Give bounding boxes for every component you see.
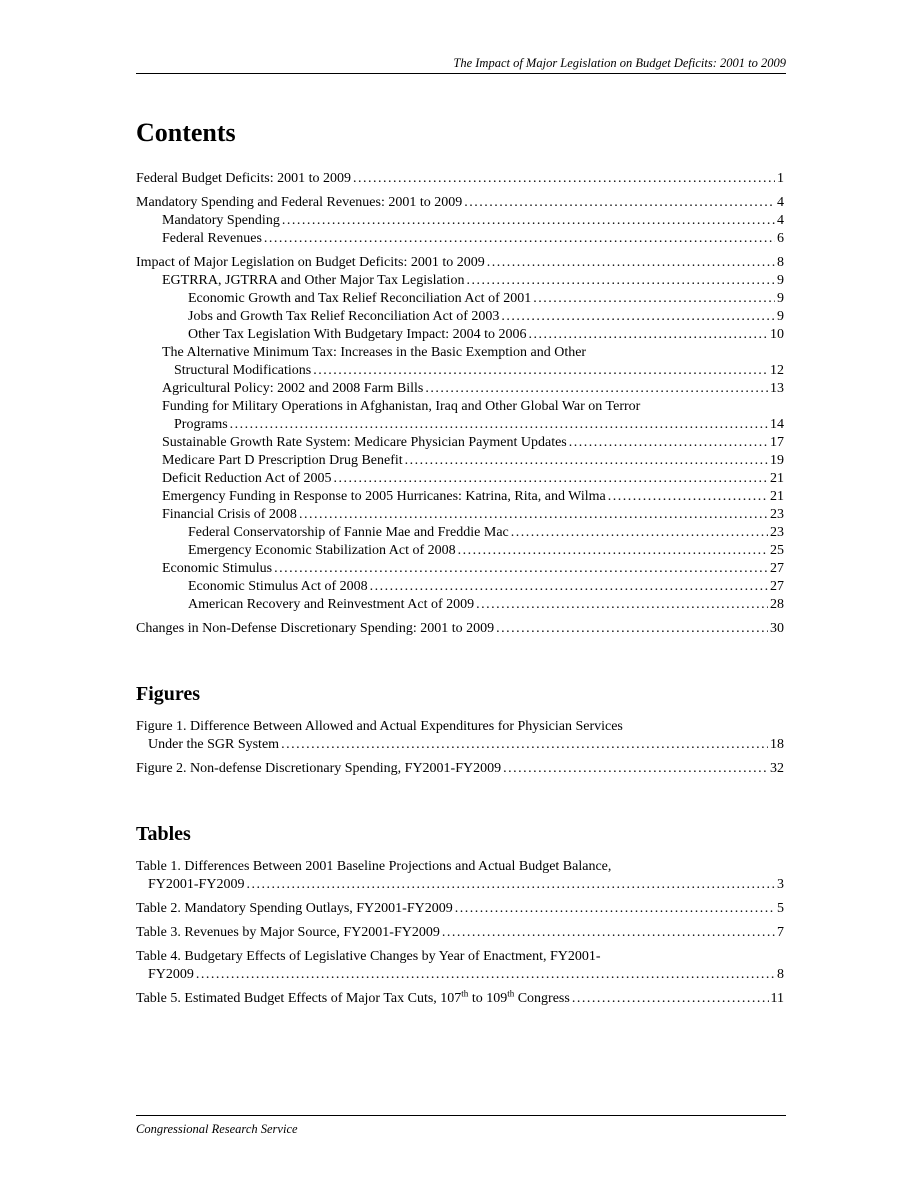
toc-entry[interactable] — [136, 344, 784, 380]
toc-entry[interactable] — [136, 452, 784, 470]
toc-page-number: 19 — [770, 453, 784, 468]
toc-page-number: 17 — [770, 435, 784, 450]
dot-leader — [282, 212, 775, 230]
dot-leader — [533, 290, 775, 308]
table-entry-title — [136, 990, 570, 1008]
running-header: The Impact of Major Legislation on Budget Deficits: 2001 to 2009 — [453, 56, 786, 70]
toc-entry[interactable] — [136, 524, 784, 542]
toc-entry-title: Other Tax Legislation With Budgetary Impact: 2004 to 2006 — [188, 327, 527, 342]
contents-heading: Contents — [136, 118, 236, 147]
toc-page-number: 12 — [770, 363, 784, 378]
toc-page-number: 23 — [770, 525, 784, 540]
dot-leader — [274, 560, 768, 578]
toc-entry-title: Changes in Non-Defense Discretionary Spending: 2001 to 2009 — [136, 621, 495, 636]
dot-leader — [425, 380, 768, 398]
table-entry[interactable] — [136, 948, 784, 984]
toc-entry[interactable] — [136, 326, 784, 344]
dot-leader — [529, 326, 768, 344]
toc-entry[interactable] — [136, 434, 784, 452]
toc-entry-title-cont: Structural Modifications — [174, 363, 312, 378]
toc-page-number: 9 — [777, 273, 784, 288]
table-entry-title: Table 1. Differences Between 2001 Baseline Projections and Actual Budget Balance, — [136, 859, 612, 874]
toc-entry-title: Agricultural Policy: 2002 and 2008 Farm Bills — [162, 381, 424, 396]
toc-page-number: 27 — [770, 561, 784, 576]
toc-page-number: 10 — [770, 327, 784, 342]
toc-entry-title: Economic Stimulus Act of 2008 — [188, 579, 368, 594]
toc-entry[interactable] — [136, 560, 784, 578]
toc-entry[interactable] — [136, 620, 784, 638]
toc-entry-title-cont: Programs — [174, 417, 228, 432]
contents-list — [136, 170, 784, 638]
toc-page-number: 4 — [777, 195, 784, 210]
toc-entry-title: Financial Crisis of 2008 — [162, 507, 297, 522]
dot-leader — [405, 452, 768, 470]
toc-entry[interactable] — [136, 470, 784, 488]
dot-leader — [370, 578, 768, 596]
header-rule — [136, 73, 786, 74]
toc-entry-title: American Recovery and Reinvestment Act of 2009 — [188, 597, 475, 612]
figure-page-number: 32 — [770, 761, 784, 776]
dot-leader — [501, 308, 775, 326]
toc-entry[interactable] — [136, 230, 784, 248]
dot-leader — [466, 272, 775, 290]
toc-entry-title: Economic Growth and Tax Relief Reconciliation Act of 2001 — [188, 291, 532, 306]
dot-leader — [299, 506, 768, 524]
toc-entry-title: Deficit Reduction Act of 2005 — [162, 471, 332, 486]
table-entry[interactable] — [136, 924, 784, 942]
dot-leader — [313, 362, 768, 380]
dot-leader — [442, 924, 775, 942]
toc-entry[interactable] — [136, 290, 784, 308]
dot-leader — [511, 524, 768, 542]
running-footer: Congressional Research Service — [136, 1122, 298, 1136]
toc-entry-title: Federal Budget Deficits: 2001 to 2009 — [136, 171, 352, 186]
dot-leader — [264, 230, 775, 248]
dot-leader — [572, 990, 769, 1008]
toc-entry[interactable] — [136, 596, 784, 614]
toc-entry[interactable] — [136, 506, 784, 524]
figure-entry-title-cont: Under the SGR System — [148, 737, 280, 752]
toc-page-number: 25 — [770, 543, 784, 558]
table-page-number: 3 — [777, 877, 784, 892]
table-entry[interactable] — [136, 858, 784, 894]
toc-entry-title: EGTRRA, JGTRRA and Other Major Tax Legislation — [162, 273, 465, 288]
title-part: Congress — [514, 991, 570, 1006]
table-entry-title: Table 3. Revenues by Major Source, FY2001-FY2009 — [136, 925, 440, 940]
figure-entry-title: Figure 1. Difference Between Allowed and Actual Expenditures for Physician Services — [136, 719, 623, 734]
table-entry-title-cont: FY2001-FY2009 — [148, 877, 245, 892]
toc-entry[interactable] — [136, 170, 784, 188]
toc-entry-title: Federal Conservatorship of Fannie Mae and Freddie Mac — [188, 525, 509, 540]
table-entry-title: Table 4. Budgetary Effects of Legislative Changes by Year of Enactment, FY2001- — [136, 949, 601, 964]
toc-entry[interactable] — [136, 212, 784, 230]
toc-page-number: 21 — [770, 471, 784, 486]
toc-entry-title: Sustainable Growth Rate System: Medicare Physician Payment Updates — [162, 435, 567, 450]
toc-page-number: 9 — [777, 309, 784, 324]
toc-page-number: 27 — [770, 579, 784, 594]
title-part: to 109 — [468, 991, 508, 1006]
table-page-number: 11 — [770, 991, 784, 1006]
dot-leader — [487, 254, 775, 272]
dot-leader — [464, 194, 775, 212]
table-page-number: 8 — [777, 967, 784, 982]
dot-leader — [334, 470, 768, 488]
toc-entry[interactable] — [136, 380, 784, 398]
toc-page-number: 6 — [777, 231, 784, 246]
toc-page-number: 1 — [777, 171, 784, 186]
figures-heading: Figures — [136, 683, 201, 705]
toc-page-number: 13 — [770, 381, 784, 396]
toc-entry[interactable] — [136, 194, 784, 212]
toc-entry[interactable] — [136, 578, 784, 596]
toc-entry-title: Impact of Major Legislation on Budget Deficits: 2001 to 2009 — [136, 255, 485, 270]
page-content — [136, 118, 784, 1008]
figure-entry[interactable] — [136, 760, 784, 778]
tables-heading: Tables — [136, 823, 191, 845]
tables-section — [136, 822, 784, 1008]
toc-entry-title: Federal Revenues — [162, 231, 262, 246]
title-part: Table 5. Estimated Budget Effects of Major Tax Cuts, 107 — [136, 991, 462, 1006]
toc-page-number: 8 — [777, 255, 784, 270]
ordinal-suffix: th — [507, 988, 515, 999]
dot-leader — [458, 542, 768, 560]
table-page-number: 5 — [777, 901, 784, 916]
dot-leader — [608, 488, 768, 506]
toc-entry-title: Emergency Economic Stabilization Act of 2008 — [188, 543, 456, 558]
toc-entry-title: Funding for Military Operations in Afghanistan, Iraq and Other Global War on Terror — [162, 399, 641, 414]
dot-leader — [455, 900, 775, 918]
toc-entry-title: The Alternative Minimum Tax: Increases in the Basic Exemption and Other — [162, 345, 587, 360]
toc-entry[interactable] — [136, 398, 784, 434]
table-entry-title-cont: FY2009 — [148, 967, 194, 982]
toc-entry-title: Mandatory Spending — [162, 213, 280, 228]
table-entry[interactable] — [136, 900, 784, 918]
dot-leader — [569, 434, 768, 452]
dot-leader — [476, 596, 768, 614]
toc-page-number: 21 — [770, 489, 784, 504]
toc-page-number: 30 — [770, 621, 784, 636]
table-entry[interactable] — [136, 990, 784, 1008]
toc-entry-title: Medicare Part D Prescription Drug Benefit — [162, 453, 403, 468]
toc-page-number: 4 — [777, 213, 784, 228]
toc-page-number: 28 — [770, 597, 784, 612]
toc-page-number: 9 — [777, 291, 784, 306]
dot-leader — [496, 620, 768, 638]
toc-page-number: 14 — [770, 417, 784, 432]
table-page-number: 7 — [777, 925, 784, 940]
dot-leader — [353, 170, 775, 188]
toc-page-number: 23 — [770, 507, 784, 522]
toc-entry[interactable] — [136, 272, 784, 290]
toc-entry[interactable] — [136, 542, 784, 560]
toc-entry-title: Jobs and Growth Tax Relief Reconciliation Act of 2003 — [188, 309, 500, 324]
dot-leader — [281, 736, 768, 754]
dot-leader — [196, 966, 775, 984]
figure-page-number: 18 — [770, 737, 784, 752]
dot-leader — [503, 760, 768, 778]
figure-entry-title: Figure 2. Non-defense Discretionary Spending, FY2001-FY2009 — [136, 761, 502, 776]
toc-entry[interactable] — [136, 254, 784, 272]
dot-leader — [230, 416, 768, 434]
table-entry-title: Table 2. Mandatory Spending Outlays, FY2001-FY2009 — [136, 901, 453, 916]
ordinal-suffix: th — [461, 988, 469, 999]
figures-section — [136, 682, 784, 778]
toc-entry[interactable] — [136, 488, 784, 506]
toc-entry-title: Mandatory Spending and Federal Revenues: 2001 to 2009 — [136, 195, 463, 210]
toc-entry-title: Emergency Funding in Response to 2005 Hurricanes: Katrina, Rita, and Wilma — [162, 489, 606, 504]
figure-entry[interactable] — [136, 718, 784, 754]
dot-leader — [246, 876, 775, 894]
toc-entry-title: Economic Stimulus — [162, 561, 273, 576]
toc-entry[interactable] — [136, 308, 784, 326]
footer-rule — [136, 1115, 786, 1116]
